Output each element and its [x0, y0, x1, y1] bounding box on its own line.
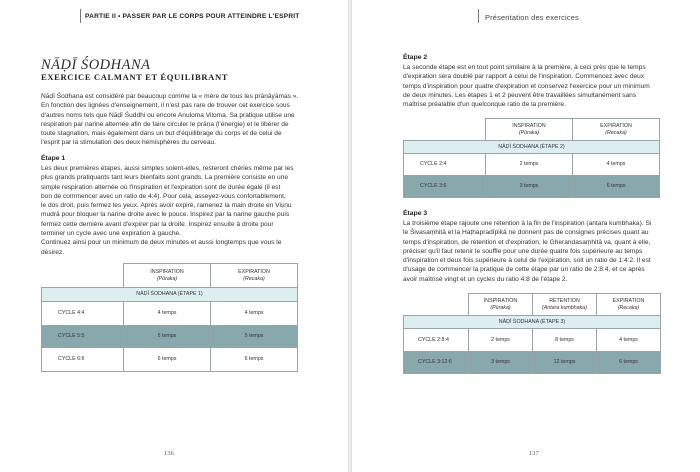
text-line: l'esprit par la stimulation des deux hémisphères du cerveau.: [41, 139, 216, 147]
text-line: En fonction des lignées d'enseignement, il n'est pas rare de trouver cet exercice sous: [41, 102, 290, 110]
running-head-rule-left: [80, 9, 81, 23]
table-row: CYCLE 2:4 2 temps 4 temps: [404, 154, 660, 176]
col-header-inspiration: INSPIRATION (Pūraka): [469, 294, 533, 316]
running-head-right: Présentation des exercices: [485, 13, 579, 22]
text-line: de deux minutes. Les étapes 1 et 2 peuvent être travaillées simultanément sans: [403, 91, 637, 99]
text-line: le Śivasaṃhitā et la Haṭhapradīpikā ne donnent pas de consignes précises quant au: [403, 229, 649, 237]
text-line: avoir maîtrisé vingt et un cycles du ratio 4:8 de l'étape 2.: [403, 275, 568, 283]
table-band: NĀḌĪ ŚODHANA (ÉTAPE 3): [404, 316, 661, 329]
running-head-rule-right: [478, 9, 479, 23]
table-band: NĀḌĪ ŚODHANA (ÉTAPE 1): [42, 288, 298, 302]
text-line: toute stagnation, mais également dans un but d'équilibrage du corps et de celui de: [41, 130, 282, 138]
exercise-title: NĀḌĪ ŚODHANA: [41, 57, 151, 73]
text-line: bon de commencer avec un ratio de 4:4). Pour cela, asseyez-vous confortablement,: [41, 192, 286, 200]
text-line: fermez cette dernière avant d'expirer par la droite. Inspirez ensuite à droite pour: [41, 220, 274, 228]
text-line: La seconde étape est en tout point similaire à la première, à ceci près que le temps: [403, 64, 646, 71]
text-line: Nāḍī Śodhana est considéré par beaucoup comme la « mère de tous les prāṇāyāmas ».: [41, 93, 299, 100]
text-line: Les deux premières étapes, aussi simples soient-elles, resteront chéries même par les: [41, 165, 294, 172]
text-line: d'inspiration et deux fois supérieure à celui de l'expiration, soit un ratio de 1:4:2. Il est: [403, 257, 651, 265]
col-header-retention: RÉTENTION (Antara kumbhaka): [533, 294, 597, 316]
table-row: CYCLE 4:4 4 temps 4 temps: [42, 302, 298, 326]
page-number-right: 137: [529, 450, 539, 457]
table-row: CYCLE 3:12:6 3 temps 12 temps 6 temps: [404, 352, 661, 374]
text-line: mudrā pour bloquer la narine droite avec le pouce. Inspirez par la narine gauche puis: [41, 211, 290, 219]
text-line: Continuez ainsi pour un minimum de deux minutes et aussi longtemps que vous le: [41, 239, 282, 247]
table-band: NĀḌĪ ŚODHANA (ÉTAPE 2): [404, 141, 660, 154]
step2-heading: Étape 2: [403, 54, 428, 61]
step3-heading: Étape 3: [403, 210, 428, 217]
col-header-inspiration: INSPIRATION (Pūraka): [486, 119, 573, 141]
step1-paragraph: [41, 164, 311, 257]
text-line: temps d'inspiration, de rétention et d'expiration, le Gherandasaṃhitā va, quant à elle,: [403, 238, 651, 246]
text-line: respiration par narine alternée afin de faire circuler le prāṇa (l'énergie) et le libérer de: [41, 120, 289, 128]
col-header-expiration: EXPIRATION (Recaka): [597, 294, 661, 316]
intro-paragraph: [41, 92, 311, 148]
step1-heading: Étape 1: [41, 155, 66, 162]
text-line: d'autres noms tels que Nāḍī Śuddhi ou encore Anuloma Viloma. Sa pratique utilise une: [41, 111, 295, 119]
text-line: désirez.: [41, 248, 65, 256]
text-line: maîtrise préalable d'un quelconque ratio de la première.: [403, 101, 566, 109]
table-row: CYCLE 3:6 3 temps 6 temps: [404, 176, 660, 198]
table-row: CYCLE 6:6 6 temps 6 temps: [42, 348, 298, 372]
text-line: simple respiration alternée où l'inspiration et l'expiration sont de durée égale (il est: [41, 183, 281, 191]
table-step2: [403, 118, 660, 198]
running-head-left: PARTIE II • PASSER PAR LE CORPS POUR ATTEINDRE L'ESPRIT: [85, 13, 300, 20]
text-line: La troisième étape rajoute une rétention à la fin de l'inspiration (antara kumbhaka). Si: [403, 220, 652, 227]
page-number-left: 136: [164, 450, 174, 457]
text-line: d'usage de commencer la pratique de cette étape par un ratio de 2:8:4, et ce après: [403, 266, 645, 274]
text-line: préciser qu'il faut retenir le souffle pour une durée quatre fois supérieure au temps: [403, 247, 643, 255]
col-header-expiration: EXPIRATION (Recaka): [573, 119, 660, 141]
text-line: plus grands pratiquants tant leurs bienfaits sont grands. La première consiste en une: [41, 174, 289, 182]
col-header-expiration: EXPIRATION (Recaka): [211, 264, 298, 288]
text-line: d'expiration sera doublé par rapport à celui de l'inspiration. Commencez avec deux: [403, 73, 645, 81]
table-row: CYCLE 2:8:4 2 temps 8 temps 4 temps: [404, 329, 661, 352]
exercise-subtitle: EXERCICE CALMANT ET ÉQUILIBRANT: [41, 72, 229, 82]
col-header-inspiration: INSPIRATION (Pūraka): [124, 264, 211, 288]
text-line: temps d'inspiration pour quatre d'expiration et conservez l'exercice pour un minimum: [403, 82, 650, 90]
table-step3: [403, 293, 661, 374]
table-step1: [41, 263, 298, 372]
step2-paragraph: [403, 63, 673, 109]
step3-paragraph: [403, 219, 681, 284]
table-row: CYCLE 5:5 5 temps 5 temps: [42, 326, 298, 348]
text-line: terminer un cycle avec une expiration à gauche.: [41, 230, 182, 238]
text-line: le dos droit, puis fermez les yeux. Après avoir expiré, ramenez la main droite en Viṣṇu: [41, 202, 292, 210]
